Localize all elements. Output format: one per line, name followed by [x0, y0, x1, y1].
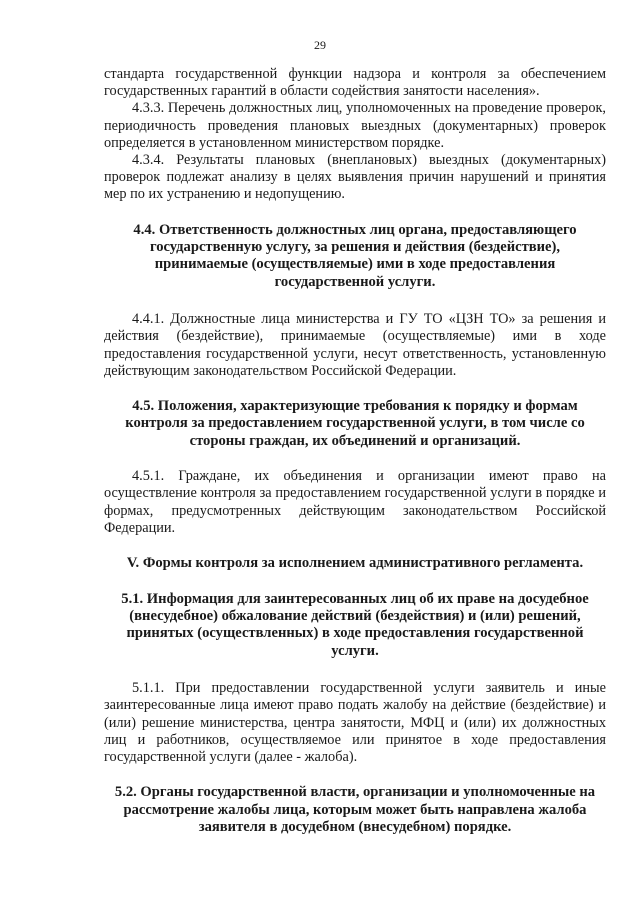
paragraph-continuation: стандарта государственной функции надзора и контроля за обеспечением государственных гарантий в области содействия занятости населения».: [104, 66, 606, 100]
paragraph-4-4-1: 4.4.1. Должностные лица министерства и ГУ ТО «ЦЗН ТО» за решения и действия (бездействие), принимаемые (осуществляемые) ими в ходе предоставления государственной услуги, несут ответственность, установленную действующим законодательством Российской Федерации.: [104, 311, 606, 379]
paragraph-5-1-1: 5.1.1. При предоставлении государственной услуги заявитель и иные заинтересованные лица имеют право подать жалобу на действие (бездействие) и (или) решение министерства, центра занятости, МФЦ и (или) их должностных лиц и работников, осуществляемое или принятое в ходе предоставления государственной услуги (далее - жалоба).: [104, 680, 606, 765]
paragraph-4-5-1: 4.5.1. Граждане, их объединения и организации имеют право на осуществление контроля за предоставлением государственной услуги в порядке и формах, предусмотренных действующим законодательством Российской Федерации.: [104, 468, 606, 536]
heading-section-v: V. Формы контроля за исполнением административного регламента.: [126, 555, 584, 572]
heading-5-2: 5.2. Органы государственной власти, организации и уполномоченные на рассмотрение жалобы лица, которым может быть направлена жалоба заявителя в досудебном (внесудебном) порядке.: [114, 784, 596, 835]
heading-4-4: 4.4. Ответственность должностных лиц органа, предоставляющего государственную услугу, за решения и действия (бездействие), принимаемые (осуществляемые) ими в ходе предоставления государственной услуги.: [133, 221, 577, 290]
document-body: [104, 66, 606, 836]
heading-4-5: 4.5. Положения, характеризующие требования к порядку и формам контроля за предоставлением государственной услуги, в том числе со стороны граждан, их объединений и организаций.: [125, 398, 585, 449]
paragraph-4-3-4: 4.3.4. Результаты плановых (внеплановых) выездных (документарных) проверок подлежат анализу в целях выявления причин нарушений и принятия мер по их устранению и недопущению.: [104, 152, 606, 203]
page-number: 29: [314, 38, 326, 52]
heading-5-1: 5.1. Информация для заинтересованных лиц об их праве на досудебное (внесудебное) обжалование действий (бездействия) и (или) решений, принятых (осуществленных) в ходе предоставления государственной услуги.: [121, 590, 589, 659]
paragraph-4-3-3: 4.3.3. Перечень должностных лиц, уполномоченных на проведение проверок, периодичность проведения плановых выездных (документарных) проверок определяется в установленном министерством порядке.: [104, 100, 606, 151]
